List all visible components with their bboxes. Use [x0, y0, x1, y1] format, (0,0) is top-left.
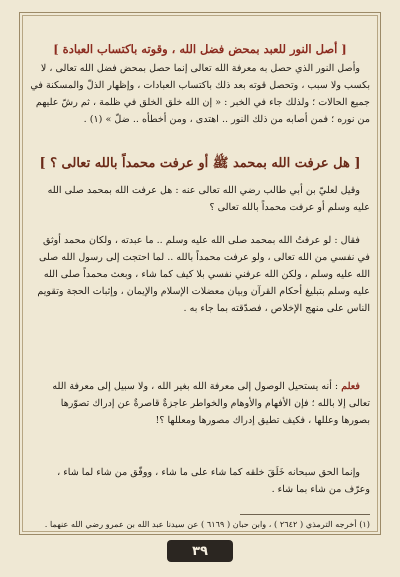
- page-number-badge: [167, 540, 233, 562]
- footnote: (١) أخرجه الترمذي ( ٢٦٤٢ ) ، وابن حبان ( ٦١٦٩ ) عن سيدنا عبد الله بن عمرو رضي الله عنهما .: [44, 519, 370, 529]
- paragraph-4-lead-word: فعلم: [341, 381, 360, 392]
- page-number: ٣٩: [192, 543, 208, 559]
- paragraph-5: وإنما الحق سبحانه خَلَقَ خلقه كما شاء على ما شاء ، ووفّق من شاء لما شاء ، وعرّف من شاء بما شاء .: [57, 467, 370, 495]
- paragraph-1: وأصل النور الذي حصل به معرفة الله تعالى إنما حصل بمحض فضل الله تعالى ، لا بكسب ولا سبب ، وتحصل قوته بعد ذلك باكتساب العبادات ، وإظهار الذلّ والمسكنة في جميع الحالات ؛ ولذلك جاء في الخبر : « إن الله خلق الخلق في ظلمة ، ثم رشّ عليهم من نوره ؛ فمن أصابه من ذلك النور .. اهتدى ، ومن أخطأه .. ضلّ » (١) .: [30, 63, 370, 125]
- section-heading-1: [ أصل النور للعبد بمحض فضل الله ، وقوته باكتساب العبادة ]: [53, 42, 347, 56]
- paragraph-4: [30, 378, 370, 429]
- section-heading-2: [ هل عرفت الله بمحمد ﷺ أو عرفت محمداً بالله تعالى ؟ ]: [39, 156, 361, 171]
- footnote-divider: [240, 514, 370, 515]
- paragraph-3: فقال : لو عرفتُ الله بمحمد صلى الله عليه وسلم .. ما عبدته ، ولكان محمد أوثق في نفسي من الله تعالى ، ولو عرفت محمداً بالله .. لما احتجت إلى رسول الله صلى الله عليه وسلم ، ولكن الله عرفني نفسي بلا كيف كما شاء ، وبعث محمداً صلى الله عليه وسلم بتبليغ أحكام القرآن وبيان معضلات الإسلام والإيمان ، وإثبات الحجة وتقويم الناس على منهج الإخلاص ، فصدّقته بما جاء به .: [37, 235, 370, 314]
- paragraph-4-text: : أنه يستحيل الوصول إلى معرفة الله بغير الله ، ولا سبيل إلى معرفة الله تعالى إلا بالله ؛ فإن الأفهام والأوهام والخواطر عاجزةٌ قاصرةٌ عن إدراك تصوّرها بصورها وعللها ، فكيف تطيق إدراك مصورها ومعللها ؟!: [52, 381, 370, 426]
- paragraph-2: وقيل لعليّ بن أبي طالب رضي الله تعالى عنه : هل عرفت الله بمحمد صلى الله عليه وسلم أو عرفت محمداً بالله تعالى ؟: [47, 185, 370, 213]
